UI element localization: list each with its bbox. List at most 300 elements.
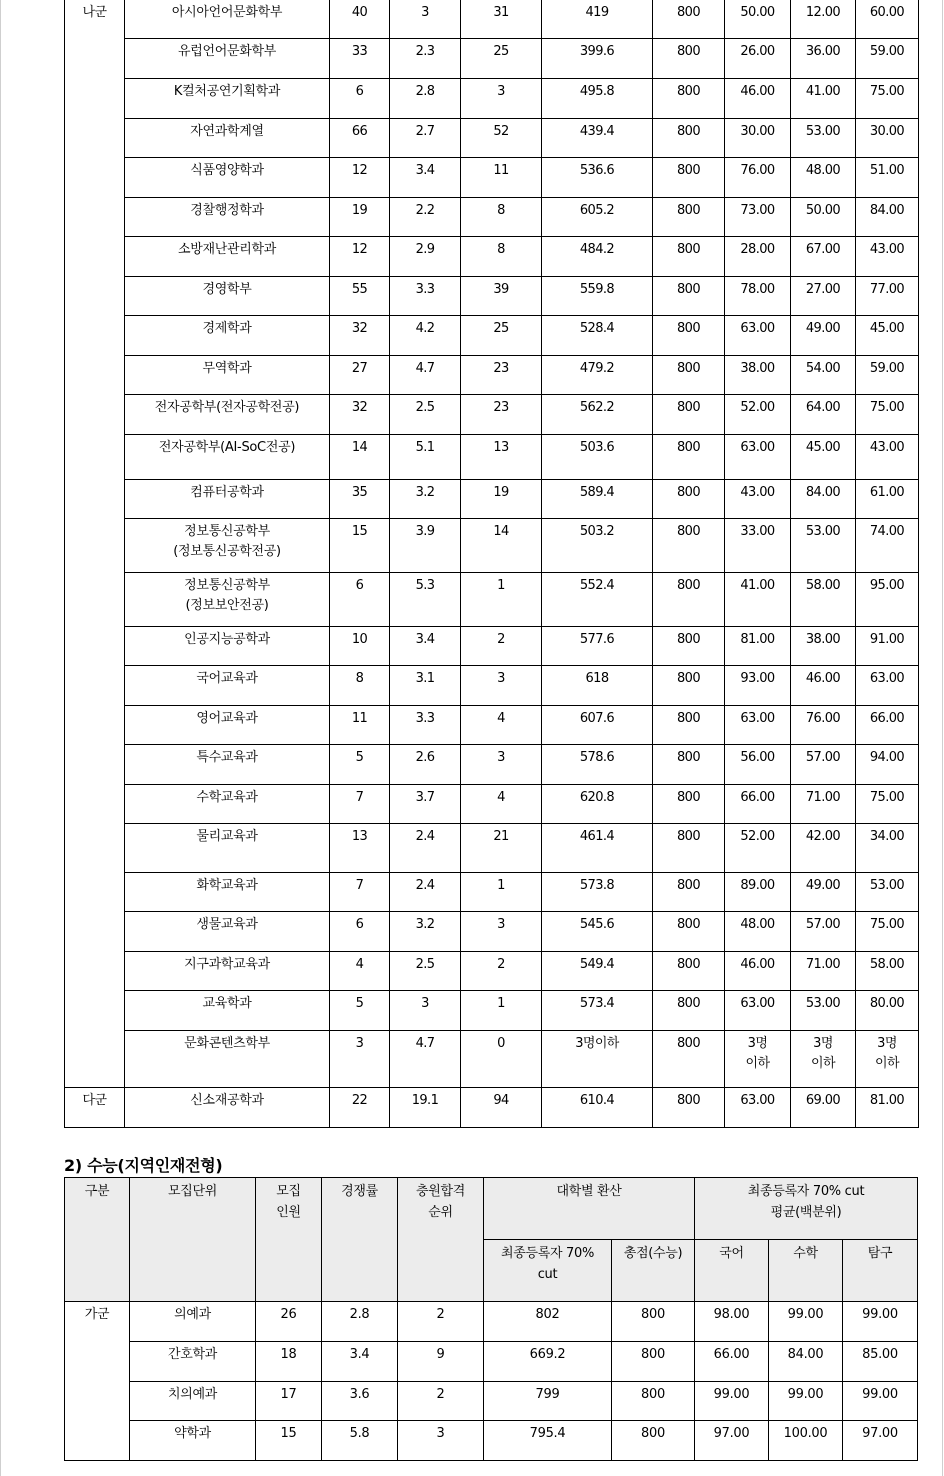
converted-cut: 802 bbox=[484, 1302, 612, 1342]
korean-percentile: 48.00 bbox=[725, 912, 791, 952]
table-row bbox=[65, 480, 919, 519]
quota: 32 bbox=[330, 316, 390, 356]
total-score: 800 bbox=[653, 1031, 725, 1088]
math-percentile: 57.00 bbox=[791, 912, 856, 952]
quota: 4 bbox=[330, 952, 390, 991]
dept-name: 컴퓨터공학과 bbox=[125, 480, 330, 519]
math-percentile: 41.00 bbox=[791, 79, 856, 119]
inquiry-percentile: 74.00 bbox=[856, 519, 919, 573]
converted-cut: 605.2 bbox=[542, 198, 653, 237]
competition-ratio: 3.9 bbox=[390, 519, 461, 573]
dept-name: 간호학과 bbox=[130, 1342, 256, 1382]
dept-name: 소방재난관리학과 bbox=[125, 237, 330, 277]
competition-ratio: 3.1 bbox=[390, 666, 461, 706]
korean-percentile: 89.00 bbox=[725, 873, 791, 912]
quota: 32 bbox=[330, 395, 390, 435]
total-score: 800 bbox=[653, 519, 725, 573]
korean-percentile: 41.00 bbox=[725, 573, 791, 627]
table-row bbox=[65, 573, 919, 627]
dept-name: 약학과 bbox=[130, 1421, 256, 1461]
competition-ratio: 5.3 bbox=[390, 573, 461, 627]
waitlist-rank: 3 bbox=[398, 1421, 484, 1461]
waitlist-rank: 8 bbox=[461, 237, 542, 277]
total-score: 800 bbox=[653, 395, 725, 435]
total-score: 800 bbox=[653, 0, 725, 39]
quota: 19 bbox=[330, 198, 390, 237]
quota: 18 bbox=[256, 1342, 322, 1382]
competition-ratio: 2.9 bbox=[390, 237, 461, 277]
math-percentile: 54.00 bbox=[791, 356, 856, 395]
table-row bbox=[65, 1088, 919, 1128]
dept-name: 교육학과 bbox=[125, 991, 330, 1031]
competition-ratio: 2.8 bbox=[322, 1302, 398, 1342]
inquiry-percentile: 34.00 bbox=[856, 824, 919, 873]
table-row bbox=[65, 991, 919, 1031]
converted-cut: 618 bbox=[542, 666, 653, 706]
korean-percentile: 66.00 bbox=[695, 1342, 769, 1382]
dept-name: 특수교육과 bbox=[125, 745, 330, 785]
total-score: 800 bbox=[653, 39, 725, 79]
korean-percentile: 78.00 bbox=[725, 277, 791, 316]
waitlist-rank: 4 bbox=[461, 785, 542, 824]
page-left-edge bbox=[0, 0, 1, 1476]
inquiry-percentile: 99.00 bbox=[843, 1382, 918, 1421]
dept-name: 경영학부 bbox=[125, 277, 330, 316]
quota: 12 bbox=[330, 237, 390, 277]
table-row bbox=[65, 873, 919, 912]
table-row bbox=[65, 79, 919, 119]
converted-cut: 495.8 bbox=[542, 79, 653, 119]
competition-ratio: 3 bbox=[390, 0, 461, 39]
korean-percentile: 46.00 bbox=[725, 952, 791, 991]
dept-name: 인공지능공학과 bbox=[125, 627, 330, 666]
header-inquiry: 탐구 bbox=[843, 1240, 918, 1302]
table-row bbox=[65, 277, 919, 316]
converted-cut: 461.4 bbox=[542, 824, 653, 873]
total-score: 800 bbox=[653, 952, 725, 991]
math-percentile: 64.00 bbox=[791, 395, 856, 435]
korean-percentile: 52.00 bbox=[725, 395, 791, 435]
quota: 6 bbox=[330, 573, 390, 627]
inquiry-percentile: 66.00 bbox=[856, 706, 919, 745]
competition-ratio: 4.2 bbox=[390, 316, 461, 356]
converted-cut: 484.2 bbox=[542, 237, 653, 277]
converted-cut: 552.4 bbox=[542, 573, 653, 627]
quota: 12 bbox=[330, 158, 390, 198]
header-group: 구분 bbox=[65, 1178, 130, 1302]
competition-ratio: 4.7 bbox=[390, 1031, 461, 1088]
header-dept: 모집단위 bbox=[130, 1178, 256, 1302]
total-score: 800 bbox=[653, 1088, 725, 1128]
total-score: 800 bbox=[653, 79, 725, 119]
math-percentile: 58.00 bbox=[791, 573, 856, 627]
converted-cut: 559.8 bbox=[542, 277, 653, 316]
total-score: 800 bbox=[653, 991, 725, 1031]
waitlist-rank: 3 bbox=[461, 79, 542, 119]
math-percentile: 53.00 bbox=[791, 519, 856, 573]
inquiry-percentile: 95.00 bbox=[856, 573, 919, 627]
admission-results-body bbox=[65, 0, 919, 1128]
math-percentile: 57.00 bbox=[791, 745, 856, 785]
total-score: 800 bbox=[653, 119, 725, 158]
inquiry-percentile: 77.00 bbox=[856, 277, 919, 316]
inquiry-percentile: 43.00 bbox=[856, 237, 919, 277]
dept-name: 유럽언어문화학부 bbox=[125, 39, 330, 79]
korean-percentile: 43.00 bbox=[725, 480, 791, 519]
converted-cut: 573.8 bbox=[542, 873, 653, 912]
table-row bbox=[65, 519, 919, 573]
competition-ratio: 3 bbox=[390, 991, 461, 1031]
korean-percentile: 33.00 bbox=[725, 519, 791, 573]
math-percentile: 69.00 bbox=[791, 1088, 856, 1128]
waitlist-rank: 2 bbox=[398, 1382, 484, 1421]
converted-cut: 545.6 bbox=[542, 912, 653, 952]
dept-name: 생물교육과 bbox=[125, 912, 330, 952]
inquiry-percentile: 99.00 bbox=[843, 1302, 918, 1342]
table-row bbox=[65, 356, 919, 395]
competition-ratio: 3.3 bbox=[390, 706, 461, 745]
converted-cut: 419 bbox=[542, 0, 653, 39]
total-score: 800 bbox=[653, 785, 725, 824]
converted-cut: 620.8 bbox=[542, 785, 653, 824]
inquiry-percentile: 53.00 bbox=[856, 873, 919, 912]
waitlist-rank: 52 bbox=[461, 119, 542, 158]
quota: 5 bbox=[330, 745, 390, 785]
converted-cut: 562.2 bbox=[542, 395, 653, 435]
table-row bbox=[65, 824, 919, 873]
korean-percentile: 56.00 bbox=[725, 745, 791, 785]
korean-percentile: 30.00 bbox=[725, 119, 791, 158]
korean-percentile: 50.00 bbox=[725, 0, 791, 39]
converted-cut: 578.6 bbox=[542, 745, 653, 785]
competition-ratio: 3.7 bbox=[390, 785, 461, 824]
table-row bbox=[65, 119, 919, 158]
competition-ratio: 3.2 bbox=[390, 480, 461, 519]
dept-name: 의예과 bbox=[130, 1302, 256, 1342]
korean-percentile: 63.00 bbox=[725, 991, 791, 1031]
competition-ratio: 3.4 bbox=[390, 627, 461, 666]
inquiry-percentile: 61.00 bbox=[856, 480, 919, 519]
total-score: 800 bbox=[653, 824, 725, 873]
header-korean: 국어 bbox=[695, 1240, 769, 1302]
inquiry-percentile: 85.00 bbox=[843, 1342, 918, 1382]
waitlist-rank: 8 bbox=[461, 198, 542, 237]
waitlist-rank: 23 bbox=[461, 395, 542, 435]
header-conversion: 대학별 환산 bbox=[484, 1178, 695, 1240]
waitlist-rank: 2 bbox=[398, 1302, 484, 1342]
converted-cut: 573.4 bbox=[542, 991, 653, 1031]
math-percentile: 84.00 bbox=[791, 480, 856, 519]
regional-talent-table bbox=[64, 1177, 918, 1461]
total-score: 800 bbox=[612, 1421, 695, 1461]
korean-percentile: 46.00 bbox=[725, 79, 791, 119]
table-row bbox=[65, 1031, 919, 1088]
regional-talent-body bbox=[65, 1302, 918, 1461]
inquiry-percentile: 75.00 bbox=[856, 785, 919, 824]
quota: 11 bbox=[330, 706, 390, 745]
total-score: 800 bbox=[612, 1302, 695, 1342]
quota: 40 bbox=[330, 0, 390, 39]
table-row bbox=[65, 395, 919, 435]
competition-ratio: 3.4 bbox=[390, 158, 461, 198]
waitlist-rank: 1 bbox=[461, 991, 542, 1031]
waitlist-rank: 3 bbox=[461, 666, 542, 706]
total-score: 800 bbox=[653, 706, 725, 745]
waitlist-rank: 13 bbox=[461, 435, 542, 480]
quota: 3 bbox=[330, 1031, 390, 1088]
quota: 6 bbox=[330, 912, 390, 952]
dept-name: 화학교육과 bbox=[125, 873, 330, 912]
converted-cut: 503.2 bbox=[542, 519, 653, 573]
table-row bbox=[65, 1342, 918, 1382]
header-quota: 모집 인원 bbox=[256, 1178, 322, 1302]
korean-percentile: 63.00 bbox=[725, 1088, 791, 1128]
math-percentile: 27.00 bbox=[791, 277, 856, 316]
korean-percentile: 97.00 bbox=[695, 1421, 769, 1461]
competition-ratio: 2.8 bbox=[390, 79, 461, 119]
table-row bbox=[65, 158, 919, 198]
waitlist-rank: 2 bbox=[461, 952, 542, 991]
inquiry-percentile: 60.00 bbox=[856, 0, 919, 39]
converted-cut: 799 bbox=[484, 1382, 612, 1421]
section-title: 2) 수능(지역인재전형) bbox=[64, 1156, 223, 1175]
math-percentile: 99.00 bbox=[769, 1302, 843, 1342]
header-math: 수학 bbox=[769, 1240, 843, 1302]
table-row bbox=[65, 1421, 918, 1461]
quota: 33 bbox=[330, 39, 390, 79]
korean-percentile: 81.00 bbox=[725, 627, 791, 666]
table-row bbox=[65, 39, 919, 79]
math-percentile: 36.00 bbox=[791, 39, 856, 79]
competition-ratio: 2.4 bbox=[390, 824, 461, 873]
quota: 17 bbox=[256, 1382, 322, 1421]
inquiry-percentile: 75.00 bbox=[856, 395, 919, 435]
korean-percentile: 66.00 bbox=[725, 785, 791, 824]
korean-percentile: 28.00 bbox=[725, 237, 791, 277]
converted-cut: 589.4 bbox=[542, 480, 653, 519]
admission-results-table bbox=[64, 0, 919, 1128]
waitlist-rank: 1 bbox=[461, 573, 542, 627]
math-percentile: 38.00 bbox=[791, 627, 856, 666]
header-rank: 충원합격 순위 bbox=[398, 1178, 484, 1302]
converted-cut: 3명이하 bbox=[542, 1031, 653, 1088]
waitlist-rank: 0 bbox=[461, 1031, 542, 1088]
total-score: 800 bbox=[653, 316, 725, 356]
math-percentile: 76.00 bbox=[791, 706, 856, 745]
competition-ratio: 2.7 bbox=[390, 119, 461, 158]
total-score: 800 bbox=[612, 1342, 695, 1382]
inquiry-percentile: 94.00 bbox=[856, 745, 919, 785]
total-score: 800 bbox=[653, 666, 725, 706]
korean-percentile: 63.00 bbox=[725, 706, 791, 745]
quota: 13 bbox=[330, 824, 390, 873]
total-score: 800 bbox=[653, 480, 725, 519]
quota: 26 bbox=[256, 1302, 322, 1342]
group-label: 가군 bbox=[65, 1302, 130, 1461]
dept-name: K컬처공연기획학과 bbox=[125, 79, 330, 119]
waitlist-rank: 2 bbox=[461, 627, 542, 666]
table-row bbox=[65, 912, 919, 952]
korean-percentile: 73.00 bbox=[725, 198, 791, 237]
competition-ratio: 2.2 bbox=[390, 198, 461, 237]
quota: 15 bbox=[330, 519, 390, 573]
total-score: 800 bbox=[653, 745, 725, 785]
competition-ratio: 3.4 bbox=[322, 1342, 398, 1382]
inquiry-percentile: 75.00 bbox=[856, 912, 919, 952]
group-label: 다군 bbox=[65, 1088, 125, 1128]
inquiry-percentile: 45.00 bbox=[856, 316, 919, 356]
dept-name: 정보통신공학부 (정보보안전공) bbox=[125, 573, 330, 627]
quota: 5 bbox=[330, 991, 390, 1031]
dept-name: 치의예과 bbox=[130, 1382, 256, 1421]
math-percentile: 53.00 bbox=[791, 119, 856, 158]
converted-cut: 607.6 bbox=[542, 706, 653, 745]
quota: 14 bbox=[330, 435, 390, 480]
converted-cut: 669.2 bbox=[484, 1342, 612, 1382]
table-row bbox=[65, 952, 919, 991]
math-percentile: 3명 이하 bbox=[791, 1031, 856, 1088]
total-score: 800 bbox=[653, 912, 725, 952]
math-percentile: 84.00 bbox=[769, 1342, 843, 1382]
total-score: 800 bbox=[653, 873, 725, 912]
math-percentile: 71.00 bbox=[791, 952, 856, 991]
waitlist-rank: 3 bbox=[461, 745, 542, 785]
table-row bbox=[65, 745, 919, 785]
converted-cut: 577.6 bbox=[542, 627, 653, 666]
competition-ratio: 5.1 bbox=[390, 435, 461, 480]
waitlist-rank: 94 bbox=[461, 1088, 542, 1128]
dept-name: 지구과학교육과 bbox=[125, 952, 330, 991]
competition-ratio: 2.6 bbox=[390, 745, 461, 785]
page-right-edge bbox=[942, 0, 943, 1476]
converted-cut: 610.4 bbox=[542, 1088, 653, 1128]
competition-ratio: 5.8 bbox=[322, 1421, 398, 1461]
inquiry-percentile: 58.00 bbox=[856, 952, 919, 991]
dept-name: 경찰행정학과 bbox=[125, 198, 330, 237]
inquiry-percentile: 81.00 bbox=[856, 1088, 919, 1128]
dept-name: 정보통신공학부 (정보통신공학전공) bbox=[125, 519, 330, 573]
competition-ratio: 19.1 bbox=[390, 1088, 461, 1128]
math-percentile: 42.00 bbox=[791, 824, 856, 873]
total-score: 800 bbox=[653, 356, 725, 395]
quota: 35 bbox=[330, 480, 390, 519]
competition-ratio: 3.3 bbox=[390, 277, 461, 316]
math-percentile: 99.00 bbox=[769, 1382, 843, 1421]
math-percentile: 49.00 bbox=[791, 316, 856, 356]
inquiry-percentile: 30.00 bbox=[856, 119, 919, 158]
dept-name: 아시아언어문화학부 bbox=[125, 0, 330, 39]
dept-name: 무역학과 bbox=[125, 356, 330, 395]
korean-percentile: 98.00 bbox=[695, 1302, 769, 1342]
dept-name: 문화콘텐츠학부 bbox=[125, 1031, 330, 1088]
header-cut: 최종등록자 70% cut bbox=[484, 1240, 612, 1302]
table-row bbox=[65, 666, 919, 706]
total-score: 800 bbox=[653, 237, 725, 277]
competition-ratio: 3.6 bbox=[322, 1382, 398, 1421]
inquiry-percentile: 59.00 bbox=[856, 39, 919, 79]
table-row bbox=[65, 706, 919, 745]
total-score: 800 bbox=[653, 627, 725, 666]
math-percentile: 45.00 bbox=[791, 435, 856, 480]
korean-percentile: 63.00 bbox=[725, 435, 791, 480]
waitlist-rank: 9 bbox=[398, 1342, 484, 1382]
inquiry-percentile: 97.00 bbox=[843, 1421, 918, 1461]
dept-name: 경제학과 bbox=[125, 316, 330, 356]
math-percentile: 50.00 bbox=[791, 198, 856, 237]
math-percentile: 67.00 bbox=[791, 237, 856, 277]
waitlist-rank: 3 bbox=[461, 912, 542, 952]
total-score: 800 bbox=[653, 198, 725, 237]
korean-percentile: 52.00 bbox=[725, 824, 791, 873]
quota: 6 bbox=[330, 79, 390, 119]
dept-name: 국어교육과 bbox=[125, 666, 330, 706]
inquiry-percentile: 84.00 bbox=[856, 198, 919, 237]
inquiry-percentile: 80.00 bbox=[856, 991, 919, 1031]
converted-cut: 549.4 bbox=[542, 952, 653, 991]
inquiry-percentile: 3명 이하 bbox=[856, 1031, 919, 1088]
quota: 66 bbox=[330, 119, 390, 158]
waitlist-rank: 21 bbox=[461, 824, 542, 873]
math-percentile: 46.00 bbox=[791, 666, 856, 706]
table-row bbox=[65, 0, 919, 39]
table-row bbox=[65, 198, 919, 237]
waitlist-rank: 39 bbox=[461, 277, 542, 316]
table-row bbox=[65, 1382, 918, 1421]
math-percentile: 48.00 bbox=[791, 158, 856, 198]
waitlist-rank: 31 bbox=[461, 0, 542, 39]
table-row bbox=[65, 316, 919, 356]
waitlist-rank: 25 bbox=[461, 39, 542, 79]
quota: 10 bbox=[330, 627, 390, 666]
total-score: 800 bbox=[653, 158, 725, 198]
total-score: 800 bbox=[653, 573, 725, 627]
quota: 27 bbox=[330, 356, 390, 395]
dept-name: 물리교육과 bbox=[125, 824, 330, 873]
quota: 7 bbox=[330, 785, 390, 824]
table-row bbox=[65, 1302, 918, 1342]
korean-percentile: 26.00 bbox=[725, 39, 791, 79]
header-total: 총점(수능) bbox=[612, 1240, 695, 1302]
korean-percentile: 76.00 bbox=[725, 158, 791, 198]
converted-cut: 439.4 bbox=[542, 119, 653, 158]
total-score: 800 bbox=[612, 1382, 695, 1421]
waitlist-rank: 23 bbox=[461, 356, 542, 395]
math-percentile: 53.00 bbox=[791, 991, 856, 1031]
competition-ratio: 2.5 bbox=[390, 952, 461, 991]
waitlist-rank: 19 bbox=[461, 480, 542, 519]
korean-percentile: 99.00 bbox=[695, 1382, 769, 1421]
group-label: 나군 bbox=[65, 0, 125, 1088]
inquiry-percentile: 75.00 bbox=[856, 79, 919, 119]
header-ratio: 경쟁률 bbox=[322, 1178, 398, 1302]
dept-name: 자연과학계열 bbox=[125, 119, 330, 158]
dept-name: 영어교육과 bbox=[125, 706, 330, 745]
quota: 15 bbox=[256, 1421, 322, 1461]
dept-name: 전자공학부(AI-SoC전공) bbox=[125, 435, 330, 480]
dept-name: 수학교육과 bbox=[125, 785, 330, 824]
waitlist-rank: 25 bbox=[461, 316, 542, 356]
inquiry-percentile: 63.00 bbox=[856, 666, 919, 706]
korean-percentile: 3명 이하 bbox=[725, 1031, 791, 1088]
quota: 7 bbox=[330, 873, 390, 912]
competition-ratio: 2.4 bbox=[390, 873, 461, 912]
total-score: 800 bbox=[653, 277, 725, 316]
math-percentile: 12.00 bbox=[791, 0, 856, 39]
table-row bbox=[65, 785, 919, 824]
converted-cut: 503.6 bbox=[542, 435, 653, 480]
header-average: 최종등록자 70% cut 평균(백분위) bbox=[695, 1178, 918, 1240]
table-row bbox=[65, 237, 919, 277]
